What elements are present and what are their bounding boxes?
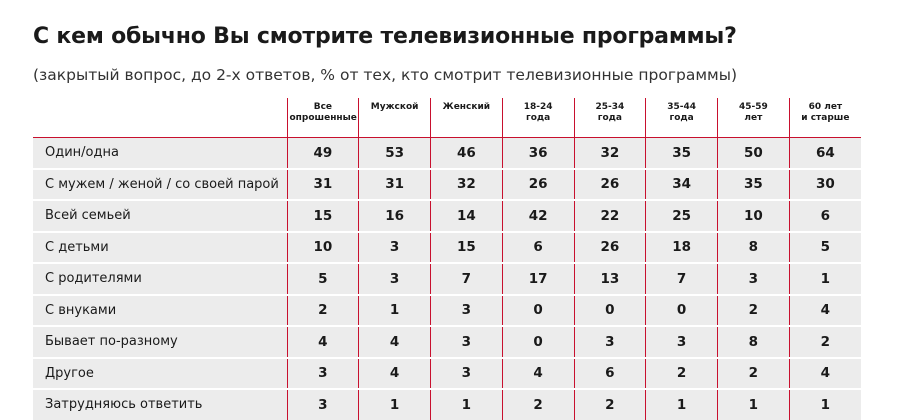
header-row [33,98,861,138]
column-header-line: лет [744,113,763,123]
column-header [789,98,861,138]
value-cell: 26 [502,169,574,201]
column-header [359,98,431,138]
column-header-line: года [669,113,694,123]
value-cell: 50 [718,138,790,169]
table-row [33,358,861,390]
table-row [33,295,861,327]
row-label: Всей семьей [33,200,287,232]
column-header-line: Женский [442,102,491,112]
results-table [33,98,861,420]
value-cell: 4 [359,326,431,358]
value-cell: 26 [574,169,646,201]
column-header-line: Мужской [370,102,419,112]
value-cell: 35 [646,138,718,169]
value-cell: 2 [646,358,718,390]
column-header [431,98,503,138]
value-cell: 4 [359,358,431,390]
value-cell: 0 [574,295,646,327]
value-cell: 2 [287,295,359,327]
table-row [33,138,861,169]
value-cell: 3 [287,358,359,390]
value-cell: 2 [502,389,574,420]
column-header [574,98,646,138]
table-row [33,326,861,358]
table-row [33,169,861,201]
value-cell: 3 [359,263,431,295]
column-header-line: Все [313,102,333,112]
column-header-line: 25-34 [595,102,625,112]
value-cell: 2 [820,333,831,350]
value-cell: 4 [287,326,359,358]
value-cell: 1 [359,295,431,327]
column-header-line: 45-59 [738,102,768,112]
row-label: Один/одна [33,138,287,169]
value-cell: 42 [502,200,574,232]
value-cell: 10 [718,200,790,232]
value-cell: 1 [646,389,718,420]
row-label: С мужем / женой / со своей парой [33,169,287,201]
column-header-line: и старше [801,113,850,123]
value-cell: 4 [502,358,574,390]
value-cell: 8 [718,326,790,358]
table-row [33,389,861,420]
column-header-line: опрошенные [289,113,357,123]
value-cell: 1 [431,389,503,420]
column-header-line: 18-24 [523,102,553,112]
row-label: С внуками [33,295,287,327]
value-cell: 1 [820,396,831,413]
value-cell: 22 [574,200,646,232]
value-cell: 3 [431,358,503,390]
value-cell: 2 [574,389,646,420]
value-cell: 2 [718,358,790,390]
row-label: Затрудняюсь ответить [33,389,287,420]
value-cell: 26 [574,232,646,264]
value-cell: 3 [574,326,646,358]
value-cell: 5 [287,263,359,295]
value-cell: 10 [287,232,359,264]
value-cell: 30 [815,176,835,193]
column-header-line: 35-44 [667,102,697,112]
table-row [33,200,861,232]
value-cell: 4 [820,365,831,382]
column-header [646,98,718,138]
value-cell: 6 [820,207,831,224]
value-cell: 6 [574,358,646,390]
value-cell: 3 [287,389,359,420]
value-cell: 3 [718,263,790,295]
value-cell: 1 [820,270,831,287]
chart-subtitle: (закрытый вопрос, до 2-х ответов, % от тех, кто смотрит телевизионные программы) [33,66,737,84]
value-cell: 4 [820,302,831,319]
row-label: Бывает по-разному [33,326,287,358]
value-cell: 3 [646,326,718,358]
value-cell: 25 [646,200,718,232]
value-cell: 3 [431,295,503,327]
value-cell: 7 [431,263,503,295]
column-header [718,98,790,138]
value-cell: 13 [574,263,646,295]
value-cell: 15 [431,232,503,264]
value-cell: 18 [646,232,718,264]
row-label: Другое [33,358,287,390]
value-cell: 7 [646,263,718,295]
column-header-line: года [597,113,622,123]
value-cell: 32 [574,138,646,169]
value-cell: 49 [287,138,359,169]
value-cell: 32 [431,169,503,201]
value-cell: 1 [359,389,431,420]
value-cell: 3 [359,232,431,264]
value-cell: 31 [287,169,359,201]
value-cell: 15 [287,200,359,232]
row-label: С родителями [33,263,287,295]
column-header-line: 60 лет [808,102,843,112]
value-cell: 8 [718,232,790,264]
table-body [33,138,861,420]
chart-title: С кем обычно Вы смотрите телевизионные программы? [33,24,737,49]
value-cell: 5 [820,239,831,256]
row-label: С детьми [33,232,287,264]
value-cell: 35 [718,169,790,201]
table-row [33,232,861,264]
column-header-line: года [526,113,551,123]
value-cell: 14 [431,200,503,232]
value-cell: 3 [431,326,503,358]
column-header [287,98,359,138]
value-cell: 2 [718,295,790,327]
value-cell: 31 [359,169,431,201]
value-cell: 1 [718,389,790,420]
value-cell: 16 [359,200,431,232]
value-cell: 34 [646,169,718,201]
value-cell: 46 [431,138,503,169]
header-label-cell [33,98,287,138]
value-cell: 6 [502,232,574,264]
column-header [502,98,574,138]
value-cell: 64 [815,144,835,161]
value-cell: 0 [502,295,574,327]
value-cell: 17 [502,263,574,295]
value-cell: 53 [359,138,431,169]
value-cell: 0 [502,326,574,358]
value-cell: 0 [646,295,718,327]
value-cell: 36 [502,138,574,169]
table-row [33,263,861,295]
